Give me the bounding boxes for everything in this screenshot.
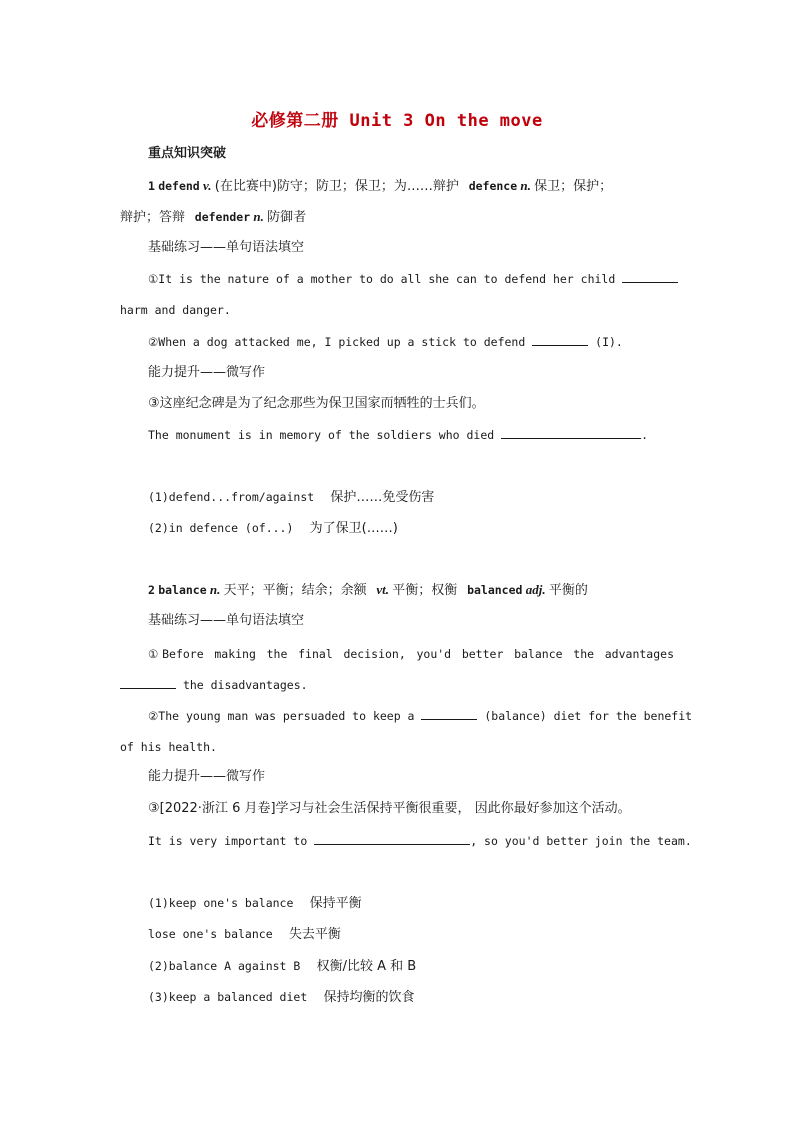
exercise-text: the disadvantages. bbox=[182, 678, 308, 692]
part-of-speech: adj. bbox=[525, 582, 546, 597]
phrase-english: (2)in defence (of...) bbox=[148, 521, 294, 535]
exercise-3-chinese: ③这座纪念碑是为了纪念那些为保卫国家而牺牲的士兵们。 bbox=[148, 396, 485, 411]
entry-defend-header-cont bbox=[120, 208, 660, 227]
definition: 防御者 bbox=[267, 210, 307, 225]
part-of-speech: n. bbox=[253, 209, 264, 224]
phrase-1 bbox=[148, 488, 688, 507]
part-of-speech: vt. bbox=[376, 582, 390, 597]
definition: (在比赛中)防守；防卫；保卫；为……辩护 bbox=[214, 179, 459, 194]
page-title: 必修第二册 Unit 3 On the move bbox=[251, 111, 543, 131]
exercise-2 bbox=[148, 333, 688, 351]
definition: 平衡的 bbox=[548, 583, 588, 598]
exercise-3-chinese: ③[2022·浙江 6 月卷]学习与社会生活保持平衡很重要， 因此你最好参加这个活动。 bbox=[148, 801, 631, 816]
entry-balance-header bbox=[148, 581, 688, 600]
exercise-text: ①It is the nature of a mother to do all she can to defend her child bbox=[148, 272, 616, 286]
derived-word: defender bbox=[194, 210, 251, 224]
answer-blank[interactable] bbox=[314, 832, 470, 845]
headword: defend bbox=[158, 179, 200, 193]
entry-defend-header bbox=[148, 177, 688, 196]
definition: 保卫；保护； bbox=[534, 179, 613, 194]
phrase-english: (1)keep one's balance bbox=[148, 896, 294, 910]
phrase-chinese: 保持均衡的饮食 bbox=[323, 990, 415, 1005]
phrase-english: (2)balance A against B bbox=[148, 959, 301, 973]
phrase-1 bbox=[148, 894, 688, 913]
exercise-text: The monument is in memory of the soldiers who died bbox=[148, 428, 495, 442]
phrase-3 bbox=[148, 988, 688, 1007]
phrase-english: (3)keep a balanced diet bbox=[148, 990, 308, 1004]
answer-blank[interactable] bbox=[532, 333, 588, 346]
basic-practice-heading: 基础练习——单句语法填空 bbox=[148, 240, 305, 255]
answer-blank[interactable] bbox=[501, 426, 641, 439]
definition: 平衡；权衡 bbox=[392, 583, 458, 598]
phrase-english: (1)defend...from/against bbox=[148, 490, 315, 504]
answer-blank[interactable] bbox=[421, 707, 477, 720]
answer-blank[interactable] bbox=[622, 270, 678, 283]
section-heading: 重点知识突破 bbox=[148, 146, 227, 161]
derived-word: balanced bbox=[467, 583, 523, 597]
exercise-1-line-1 bbox=[148, 270, 688, 288]
exercise-text: ②When a dog attacked me, I picked up a stick to defend bbox=[148, 335, 526, 349]
exercise-hint: (I). bbox=[595, 335, 623, 349]
entry-number: 2 bbox=[148, 583, 155, 597]
exercise-text: It is very important to bbox=[148, 834, 308, 848]
ability-heading: 能力提升——微写作 bbox=[148, 365, 266, 380]
entry-number: 1 bbox=[148, 179, 155, 193]
exercise-3-english bbox=[148, 426, 688, 444]
exercise-1-line-1: ①Before making the final decision, you'd better balance the advantages bbox=[148, 647, 674, 661]
exercise-2-line-2: of his health. bbox=[120, 740, 217, 754]
phrase-chinese: 保持平衡 bbox=[309, 896, 362, 911]
exercise-2 bbox=[148, 707, 693, 725]
ability-heading: 能力提升——微写作 bbox=[148, 769, 266, 784]
phrase-chinese: 权衡/比较 A 和 B bbox=[316, 959, 417, 974]
exercise-1-line-2: harm and danger. bbox=[120, 303, 231, 317]
definition: 辩护；答辩 bbox=[120, 210, 186, 225]
phrase-2 bbox=[148, 957, 688, 976]
phrase-chinese: 失去平衡 bbox=[288, 927, 341, 942]
derived-word: defence bbox=[468, 179, 518, 193]
definition: 天平；平衡；结余；余额 bbox=[223, 583, 367, 598]
phrase-chinese: 为了保卫(……) bbox=[309, 521, 398, 536]
exercise-text: ②The young man was persuaded to keep a bbox=[148, 709, 415, 723]
answer-blank[interactable] bbox=[120, 676, 176, 689]
exercise-text: . bbox=[641, 428, 649, 442]
headword: balance bbox=[158, 583, 207, 597]
part-of-speech: n. bbox=[209, 582, 221, 597]
phrase-english: lose one's balance bbox=[148, 927, 273, 941]
part-of-speech: v. bbox=[202, 178, 212, 193]
exercise-1-line-2 bbox=[120, 676, 660, 694]
part-of-speech: n. bbox=[520, 178, 531, 193]
basic-practice-heading: 基础练习——单句语法填空 bbox=[148, 613, 305, 628]
phrase-1b bbox=[148, 925, 688, 944]
exercise-hint: (balance) diet for the benefit bbox=[484, 709, 693, 723]
exercise-text: , so you'd better join the team. bbox=[470, 834, 692, 848]
phrase-2 bbox=[148, 519, 688, 538]
phrase-chinese: 保护……免受伤害 bbox=[330, 490, 435, 505]
exercise-3-english bbox=[148, 832, 692, 850]
